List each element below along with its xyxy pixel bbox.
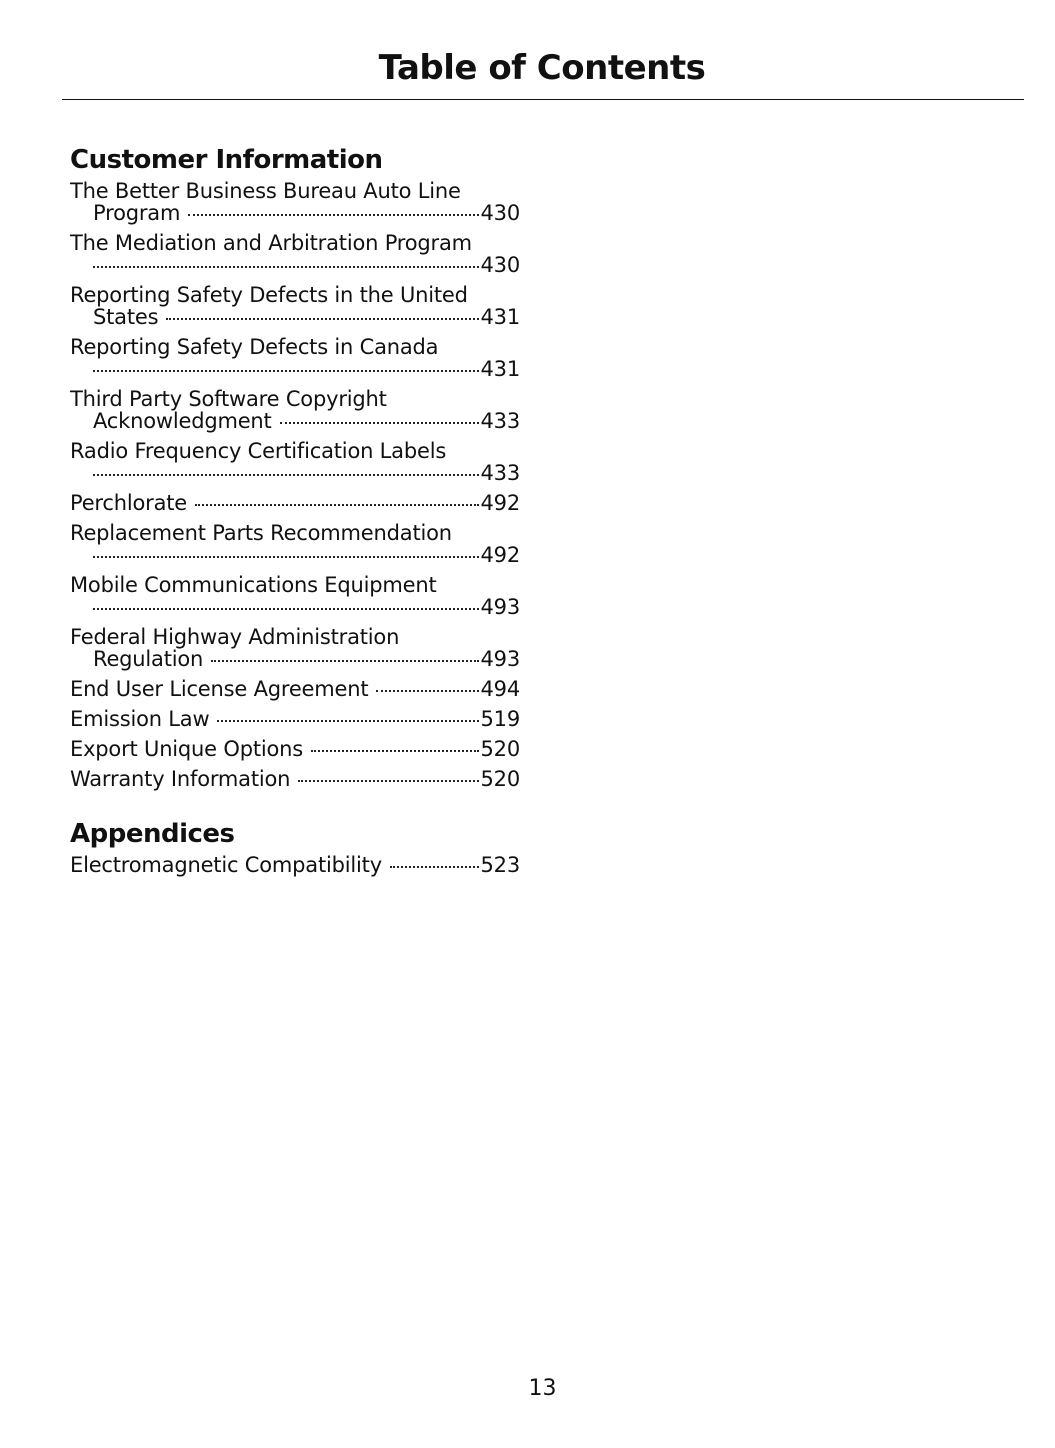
toc-page-number[interactable]: 520 [480,737,520,761]
dot-leader [376,690,478,692]
toc-entry-title: Electromagnetic Compatibility [70,853,382,877]
toc-entry-title: Radio Frequency Certification Labels [70,439,447,463]
toc-entry-title-continued: States [93,305,159,329]
toc-entry-title: Perchlorate [70,491,188,515]
title-divider [62,99,1024,100]
toc-page-number[interactable]: 494 [480,677,520,701]
toc-entry-title: Reporting Safety Defects in Canada [70,335,439,359]
dot-leader [195,504,479,506]
toc-entry[interactable] [70,492,520,514]
toc-entry-title: Third Party Software Copyright [70,387,387,411]
toc-page-number[interactable]: 433 [480,461,520,485]
dot-leader [93,556,479,558]
toc-entry-title-continued: Program [93,201,181,225]
toc-entry-title: Export Unique Options [70,737,303,761]
toc-page-number[interactable]: 519 [480,707,520,731]
toc-entry-title: Federal Highway Administration [70,625,400,649]
dot-leader [280,422,479,424]
toc-entry[interactable] [70,708,520,730]
dot-leader [166,318,478,320]
toc-entry-title-continued: Acknowledgment [93,409,272,433]
toc-entry-title: The Mediation and Arbitration Program [70,231,472,255]
toc-entry[interactable] [70,626,520,670]
toc-entry[interactable] [70,768,520,790]
toc-entry[interactable] [70,284,520,328]
toc-page-number[interactable]: 493 [480,647,520,671]
toc-entry-title-continued: Regulation [93,647,204,671]
toc-entry-title: Reporting Safety Defects in the United [70,283,468,307]
toc-entry[interactable] [70,232,520,276]
toc-page-number[interactable]: 430 [480,201,520,225]
dot-leader [211,660,478,662]
page-title: Table of Contents [378,48,706,88]
toc-page-number[interactable]: 431 [480,357,520,381]
toc-page-number[interactable]: 433 [480,409,520,433]
dot-leader [93,266,479,268]
toc-page-number[interactable]: 523 [480,853,520,877]
toc-page-number[interactable]: 492 [480,543,520,567]
toc-entry[interactable] [70,388,520,432]
toc-entry-title: The Better Business Bureau Auto Line [70,179,461,203]
footer-page-number: 13 [528,1376,557,1401]
dot-leader [217,720,478,722]
toc-page-number[interactable]: 430 [480,253,520,277]
toc-entry[interactable] [70,574,520,618]
toc-column [70,142,520,884]
toc-entry[interactable] [70,180,520,224]
dot-leader [188,214,478,216]
dot-leader [311,750,479,752]
toc-entry[interactable] [70,440,520,484]
toc-entry-title: Mobile Communications Equipment [70,573,437,597]
toc-entry[interactable] [70,854,520,876]
section-heading-appendices: Appendices [70,819,235,849]
toc-entry-title: Emission Law [70,707,210,731]
dot-leader [390,866,479,868]
toc-entry-title: Replacement Parts Recommendation [70,521,452,545]
toc-entry-title: End User License Agreement [70,677,369,701]
toc-page-number[interactable]: 431 [480,305,520,329]
toc-page-number[interactable]: 493 [480,595,520,619]
toc-entry-title: Warranty Information [70,767,291,791]
dot-leader [93,608,479,610]
dot-leader [93,474,479,476]
toc-entry[interactable] [70,738,520,760]
section-heading-customer-information: Customer Information [70,145,383,175]
dot-leader [93,370,479,372]
dot-leader [298,780,478,782]
toc-entry[interactable] [70,522,520,566]
toc-entry[interactable] [70,678,520,700]
toc-entry[interactable] [70,336,520,380]
toc-page-number[interactable]: 492 [480,491,520,515]
toc-page-number[interactable]: 520 [480,767,520,791]
